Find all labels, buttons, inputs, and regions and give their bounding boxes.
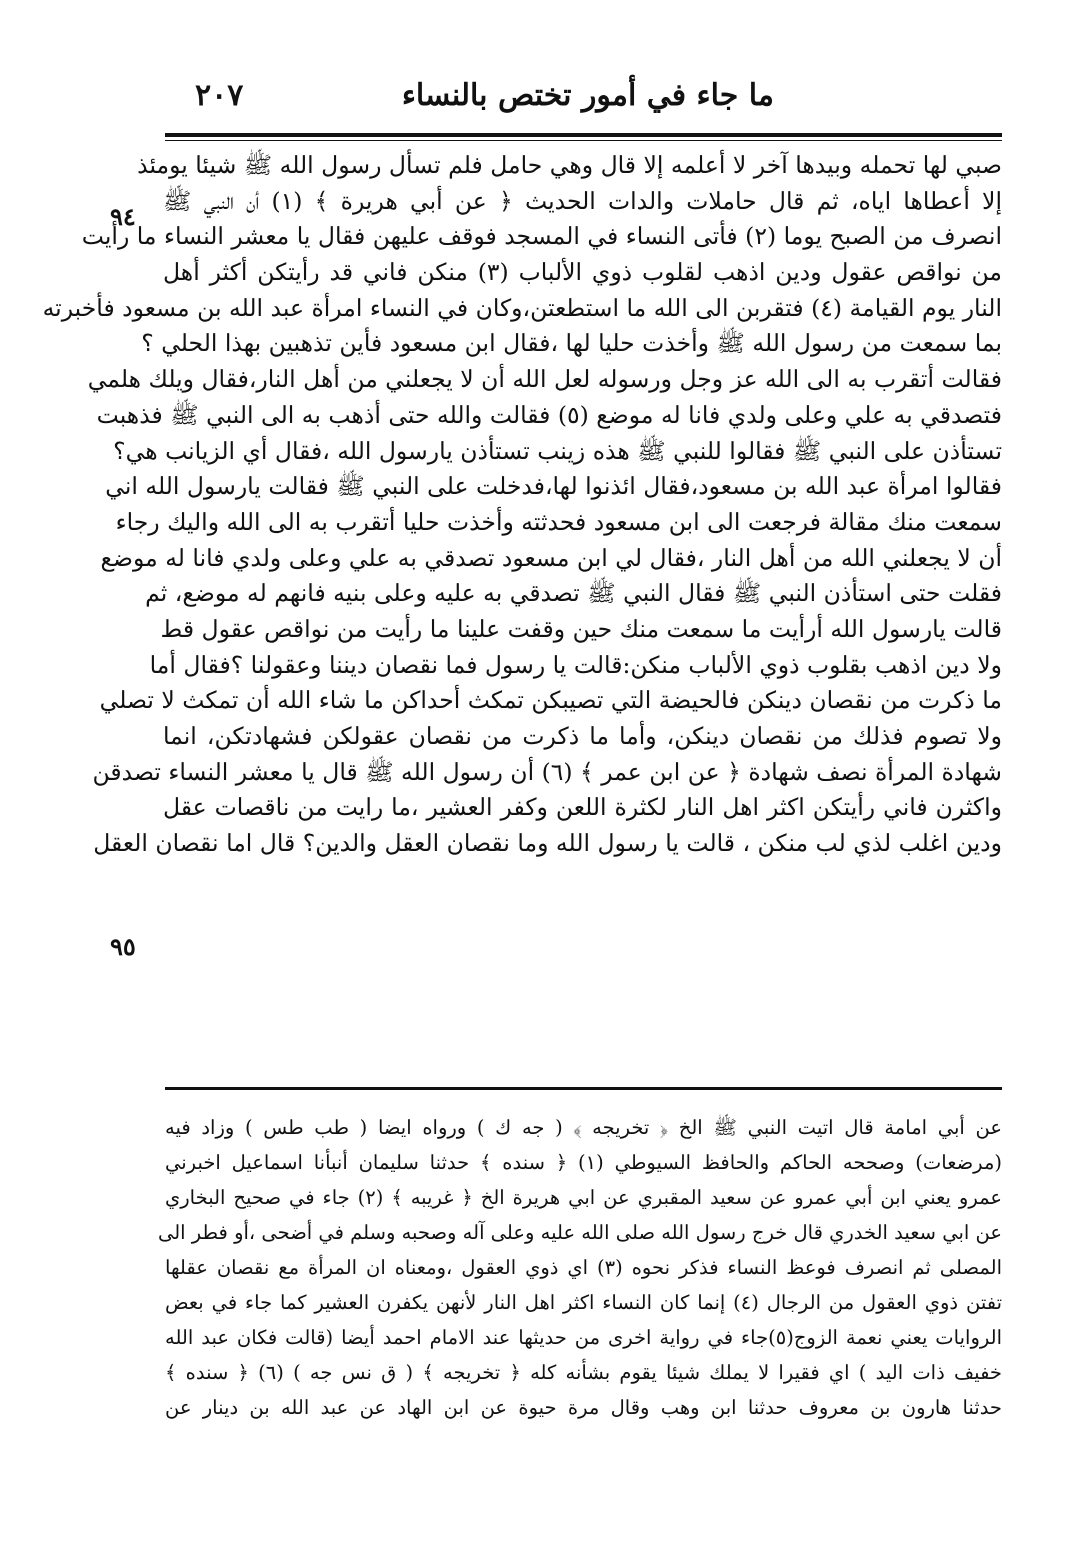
text-line: ما ذكرت من نقصان دينكن فالحيضة التي تصيبكن تمكث أحداكن ما شاء الله أن تمكث لا تصلي — [99, 686, 1002, 715]
text-line: من نواقص عقول ودين اذهب لقلوب ذوي الألباب (٣) منكن فاني قد رأيتكن أكثر أهل — [163, 258, 1003, 287]
text-line: ودين اغلب لذي لب منكن ، قالت يا رسول الله وما نقصان العقل والدين؟ قال اما نقصان العقل — [93, 829, 1002, 858]
text-line: تستأذن على النبي ﷺ فقالوا للنبي ﷺ هذه زينب تستأذن يارسول الله ،فقال أي الزيانب هي؟ — [113, 436, 1002, 465]
text-line: خفيف ذات اليد ) اي فقيرا لا يملك شيئا يقوم بشأنه كله ﴿ تخريجه ﴾ ( ق نس جه ) (٦) ﴿ سنده ﴾ — [165, 1361, 1002, 1384]
text-line: ولا تصوم فذلك من نقصان دينكن، وأما ما ذكرت من نقصان عقولكن فشهادتكن، انما — [163, 722, 1002, 750]
text-line: (مرضعات) وصححه الحاكم والحافظ السيوطي (١) ﴿ سنده ﴾ حدثنا سليمان أنبأنا اسماعيل اخبرني — [165, 1151, 1002, 1174]
text-line: عمرو يعني ابن أبي عمرو عن سعيد المقبري عن ابي هريرة الخ ﴿ غريبه ﴾ (٢) جاء في صحيح البخاري — [165, 1186, 1002, 1209]
text-line: عن أبي امامة قال اتيت النبي ﷺ الخ ﴿ تخريجه ﴾ ( جه ك ) ورواه ايضا ( طب طس ) وزاد فيه — [165, 1116, 1002, 1139]
text-line: صبي لها تحمله وبيدها آخر لا أعلمه إلا قال وهي حامل فلم تسأل رسول الله ﷺ شيئا يومئذ — [137, 151, 1002, 179]
text-line: فقالوا امرأة عبد الله بن مسعود،فقال ائذنوا لها،فدخلت على النبي ﷺ فقالت يارسول الله اني — [105, 472, 1002, 501]
text-line: واكثرن فاني رأيتكن اكثر اهل النار لكثرة اللعن وكفر العشير ،ما رايت من ناقصات عقل — [163, 793, 1002, 822]
text-line: عن ابي سعيد الخدري قال خرج رسول الله صلى الله عليه وعلى آله وصحبه وسلم في أضحى ،أو فطر الى — [157, 1221, 1002, 1244]
hadith-number: ٩٥ — [110, 932, 136, 961]
text-line: إلا أعطاها اياه، ثم قال حاملات والدات الحديث ﴿ عن أبي هريرة ﴾ (١) أن النبي ﷺ — [163, 186, 1002, 215]
header-rule — [165, 133, 1002, 137]
text-line: قالت يارسول الله أرأيت ما سمعت منك حين وقفت علينا ما رأيت من نواقص عقول قط — [160, 614, 1002, 643]
text-line: النار يوم القيامة (٤) فتقربن الى الله ما استطعتن،وكان في النساء امرأة عبد الله بن مسعود فأخبرته — [42, 293, 1002, 322]
text-line: حدثنا هارون بن معروف حدثنا ابن وهب وقال مرة حيوة عن ابن الهاد عن عبد الله بن دينار عن — [165, 1396, 1002, 1419]
text-line: انصرف من الصبح يوما (٢) فأتى النساء في المسجد فوقف عليهن فقال يا معشر النساء ما رأيت — [81, 222, 1002, 251]
text-line: المصلى ثم انصرف فوعظ النساء فذكر نحوه (٣) اي ذوي العقول ،ومعناه ان المرأة مع نقصان عقلها — [165, 1256, 1003, 1279]
page-number: ٢٠٧ — [195, 78, 244, 113]
footnote-separator — [165, 1087, 1002, 1090]
text-line: شهادة المرأة نصف شهادة ﴿ عن ابن عمر ﴾ (٦) أن رسول الله ﷺ قال يا معشر النساء تصدقن — [92, 757, 1002, 786]
running-header — [165, 78, 1004, 118]
text-line: فتصدقي به علي وعلى ولدي فانا له موضع (٥) فقالت والله حتى أذهب به الى النبي ﷺ فذهبت — [96, 400, 1002, 429]
page-title: ما جاء في أمور تختص بالنساء — [401, 78, 774, 113]
footnotes — [157, 1110, 1003, 1425]
text-line: فقالت أتقرب به الى الله عز وجل ورسوله لعل الله أن لا يجعلني من أهل النار،فقال ويلك هلمي — [87, 365, 1002, 394]
text-line: تفتن ذوي العقول من الرجال (٤) إنما كان النساء اكثر اهل النار لأنهن يكفرن العشير كما جاء في بعض — [165, 1291, 1002, 1314]
hadith-number: ٩٤ — [110, 202, 136, 231]
text-line: فقلت حتى استأذن النبي ﷺ فقال النبي ﷺ تصدقي به عليه وعلى بنيه فانهم له موضع، ثم — [145, 579, 1002, 608]
text-line: ولا دين اذهب بقلوب ذوي الألباب منكن:قالت يا رسول فما نقصان ديننا وعقولنا ؟فقال أما — [149, 650, 1002, 679]
text-line: أن لا يجعلني الله من أهل النار ،فقال لي ابن مسعود تصدقي به علي وعلى ولدي فانا له موضع — [100, 543, 1002, 572]
text-line: الروايات يعني نعمة الزوج(٥)جاء في رواية اخرى من حديثها عند الامام احمد أيضا (قالت فكان عبد الله — [165, 1326, 1002, 1349]
text-line: سمعت منك مقالة فرجعت الى ابن مسعود فحدثته وأخذت حليا أتقرب به الى الله واليك رجاء — [115, 507, 1002, 536]
text-line: بما سمعت من رسول الله ﷺ وأخذت حليا لها ،فقال ابن مسعود فأين تذهبين بهذا الحلي ؟ — [141, 329, 1002, 358]
